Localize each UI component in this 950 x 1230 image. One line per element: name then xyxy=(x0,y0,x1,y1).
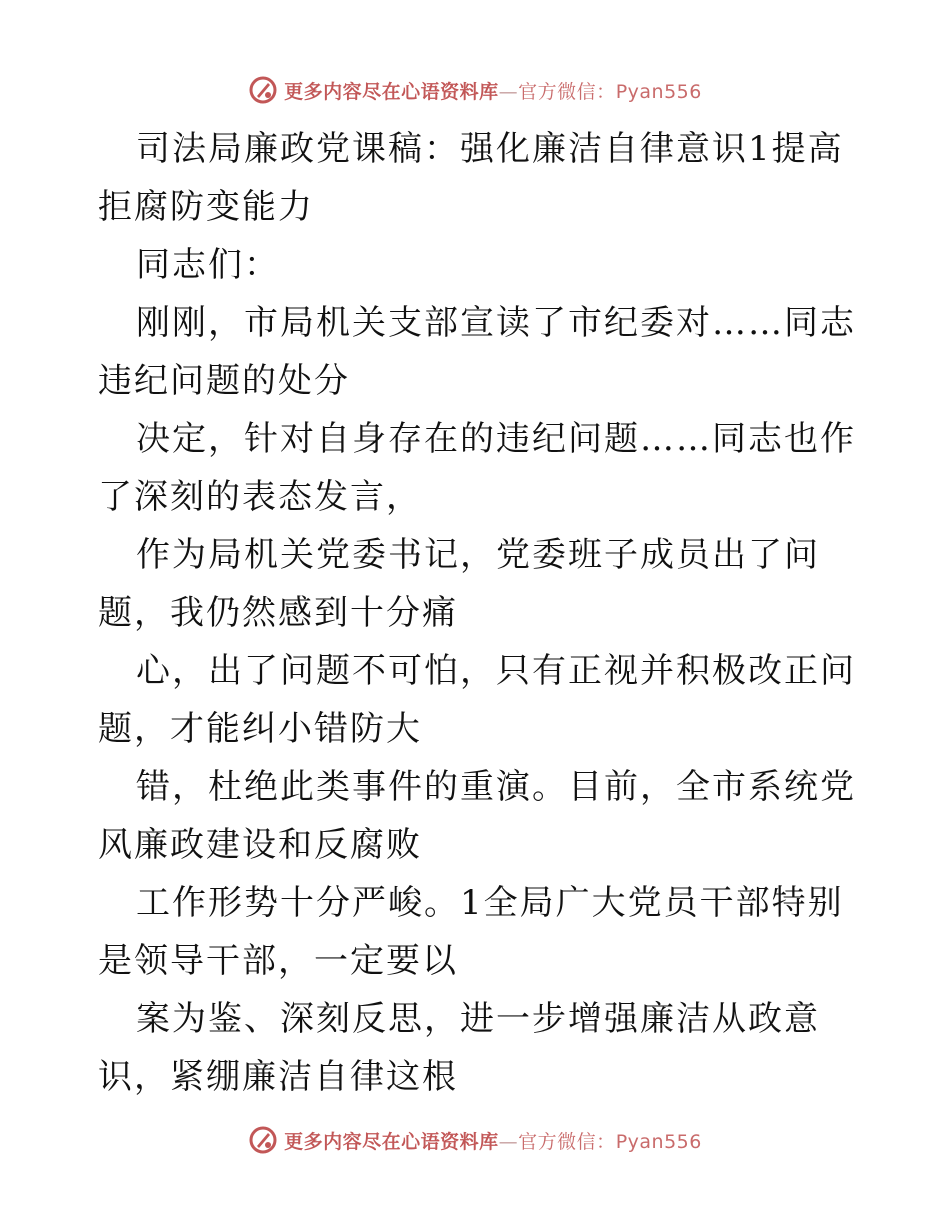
watermark-brand: 更多内容尽在心语资料库 xyxy=(284,1130,499,1153)
body-paragraph: 工作形势十分严峻。1全局广大党员干部特别是领导干部，一定要以 xyxy=(98,883,844,981)
watermark-separator: — xyxy=(498,1130,519,1153)
body-paragraph: 案为鉴、深刻反思，进一步增强廉洁从政意识，紧绷廉洁自律这根 xyxy=(98,999,820,1097)
quill-logo-icon xyxy=(248,75,278,105)
document-title: 司法局廉政党课稿：强化廉洁自律意识1提高拒腐防变能力 xyxy=(98,129,844,227)
watermark-text xyxy=(284,1127,702,1154)
header-watermark xyxy=(0,70,950,110)
quill-logo-icon xyxy=(248,1125,278,1155)
watermark-handle: Pyan556 xyxy=(615,1130,702,1153)
body-paragraph: 作为局机关党委书记，党委班子成员出了问题，我仍然感到十分痛 xyxy=(98,535,820,633)
body-paragraph: 错，杜绝此类事件的重演。目前，全市系统党风廉政建设和反腐败 xyxy=(98,767,856,865)
body-paragraph: 刚刚，市局机关支部宣读了市纪委对……同志违纪问题的处分 xyxy=(98,303,856,401)
watermark-label: 官方微信： xyxy=(518,1130,616,1153)
footer-watermark xyxy=(0,1120,950,1160)
salutation: 同志们： xyxy=(136,245,280,285)
document-body xyxy=(98,120,858,1106)
body-paragraph: 心，出了问题不可怕，只有正视并积极改正问题，才能纠小错防大 xyxy=(98,651,856,749)
body-paragraph: 决定，针对自身存在的违纪问题……同志也作了深刻的表态发言， xyxy=(98,419,856,517)
watermark-text xyxy=(284,77,702,104)
watermark-separator: — xyxy=(498,80,519,103)
watermark-label: 官方微信： xyxy=(518,80,616,103)
watermark-brand: 更多内容尽在心语资料库 xyxy=(284,80,499,103)
watermark-handle: Pyan556 xyxy=(615,80,702,103)
